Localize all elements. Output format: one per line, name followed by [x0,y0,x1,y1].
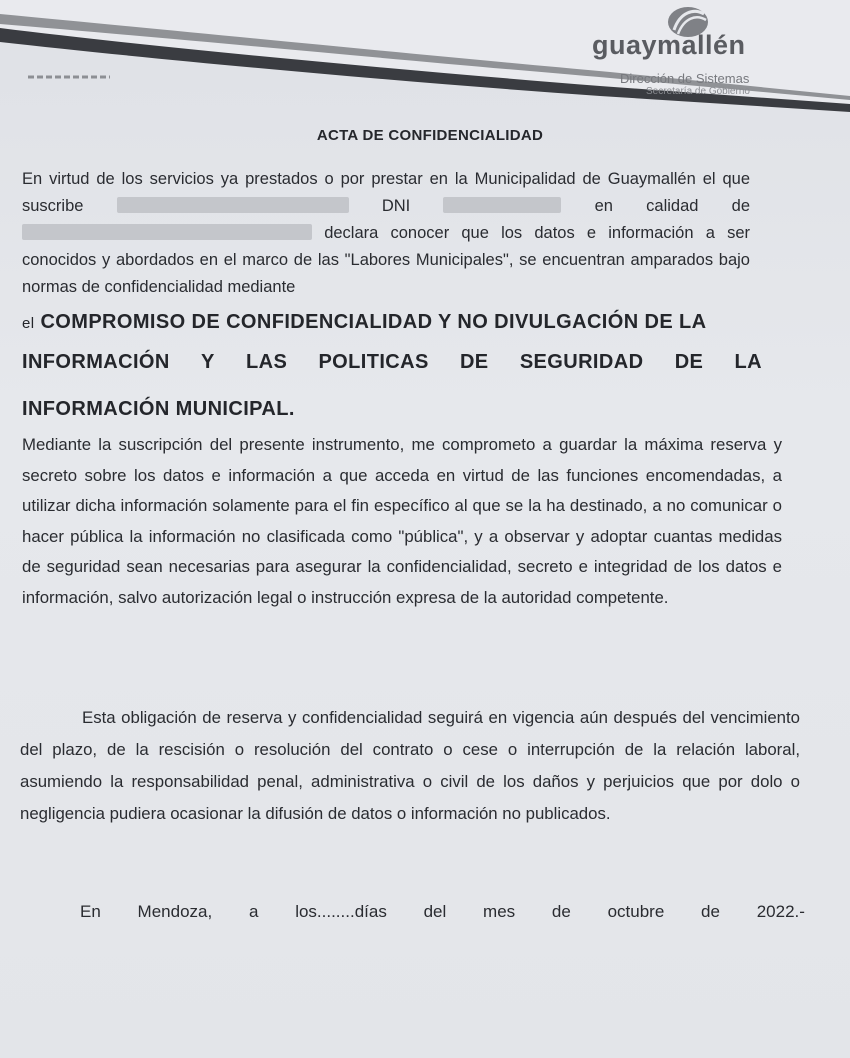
logo-text: guaymallén [592,30,746,60]
heading-word: INFORMACIÓN [22,351,170,373]
heading-word: SEGURIDAD [519,351,644,373]
intro-text-c: declara conocer que los datos e información a ser conocidos y abordados en el marco de las "Labores Municipales", se encuentran amparados bajo normas de confidencialidad mediante [22,224,750,296]
closing-word: los........días [295,902,387,921]
redacted-name [117,197,349,213]
heading-word: LAS [245,351,288,373]
department-name: Dirección de Sistemas [620,71,750,86]
dni-label: DNI [381,197,411,215]
closing-word: de [701,902,720,921]
redacted-dni [443,197,561,213]
paragraph-intro [22,166,750,301]
closing-word: de [551,902,571,921]
heading-line-3: INFORMACIÓN MUNICIPAL. [22,398,295,420]
heading-word: Y [200,351,215,373]
redacted-role [22,224,312,240]
intro-en: en [594,197,613,215]
document-title: ACTA DE CONFIDENCIALIDAD [316,127,544,144]
closing-word: 2022.- [756,902,805,921]
paragraph-obligation: Esta obligación de reserva y confidencialidad seguirá en vigencia aún después del vencimiento del plazo, de la rescisión o resolución del contrato o cese o interrupción de la relación laboral, asumiendo la responsabilidad penal, administrativa o civil de los daños y perjuicios que por dolo o negligencia pudiera ocasionar la difusión de datos o información no publicados. [20,708,800,823]
heading-word: DE [459,351,489,373]
closing-line [80,902,805,922]
heading-line-1-text: COMPROMISO DE CONFIDENCIALIDAD Y NO DIVULGACIÓN DE LA [40,311,707,333]
closing-word: del [423,902,447,921]
closing-word: octubre [607,902,665,921]
intro-text-b: calidad de [646,197,750,215]
heading-word: POLITICAS [318,351,429,373]
heading-prefix: el [22,315,35,332]
heading-line-2 [22,350,762,374]
closing-word: a [248,902,259,921]
heading-line-1 [22,310,762,336]
subdepartment-name: Secretaría de Gobierno [646,86,750,97]
heading-word: DE [674,351,704,373]
intro-text-a: En virtud de los servicios ya prestados o por prestar en la Municipalidad de Guaymallén el que suscribe [22,170,750,215]
closing-word: Mendoza, [137,902,213,921]
closing-word: mes [483,902,516,921]
heading-word: LA [734,351,762,373]
paragraph-commitment: Mediante la suscripción del presente instrumento, me comprometo a guardar la máxima reserva y secreto sobre los datos e información a que acceda en virtud de las funciones encomendadas, a utilizar dicha información solamente para el fin específico al que se la ha destinado, a no comunicar o hacer pública la información no clasificada como "pública", y a observar y adoptar cuantas medidas de seguridad sean necesarias para asegurar la confidencialidad, secreto e integridad de los datos e información, salvo autorización legal o instrucción expresa de la autoridad competente. [22,435,782,607]
closing-word: En [80,902,101,921]
